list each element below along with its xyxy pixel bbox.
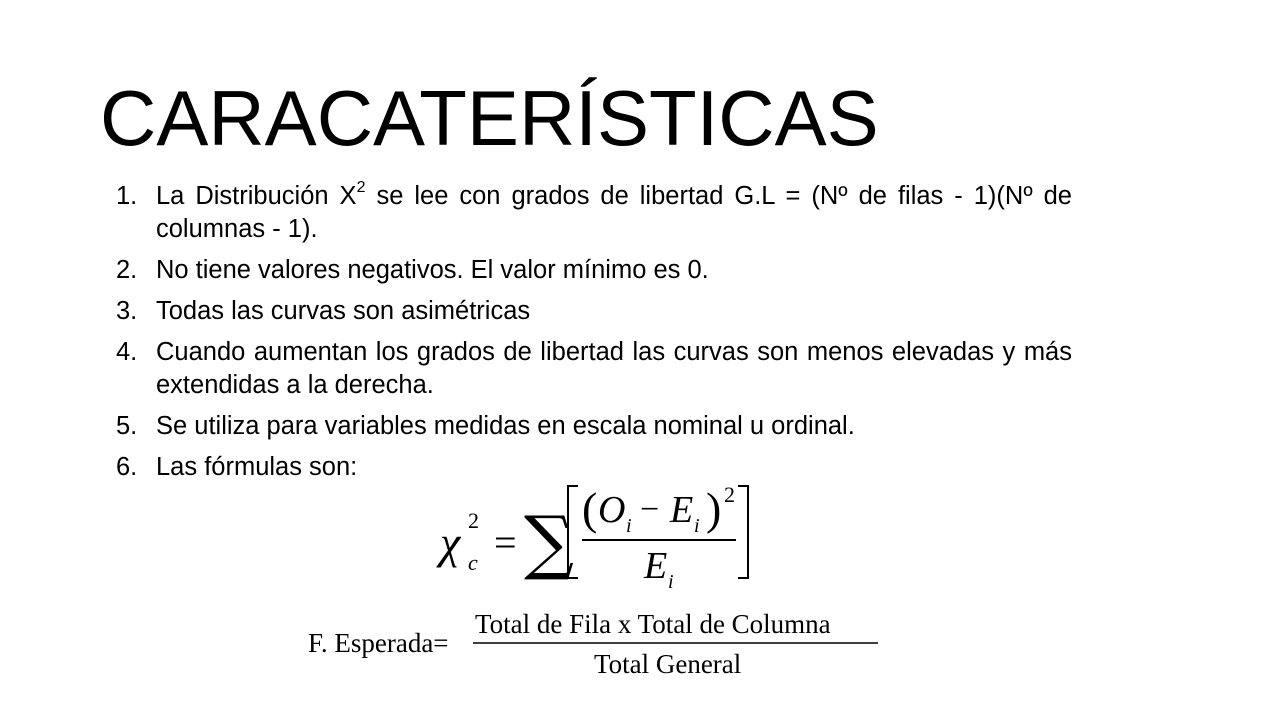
open-paren: ( [582, 483, 598, 534]
summation-symbol: ∑ [524, 501, 574, 583]
expected-frequency-formula [306, 605, 886, 685]
list-item-number: 6. [116, 453, 138, 481]
list-item-text: Todas las curvas son asimétricas [156, 297, 531, 325]
list-item-text: Se utiliza para variables medidas en escala nominal u ordinal. [156, 412, 855, 440]
expected-E: E [670, 489, 694, 531]
list-item-4 [112, 336, 1072, 402]
observed-subscript-i: i [626, 515, 632, 537]
list-item-text-continued: se lee con grados de libertad G.L = (Nº de filas - 1)(Nº de columnas - 1). [156, 182, 1072, 243]
close-paren: ) [706, 483, 722, 534]
characteristics-list [112, 180, 1072, 492]
list-item-text: No tiene valores negativos. El valor mínimo es 0. [156, 256, 709, 284]
chi-symbol: χ [440, 517, 461, 568]
denominator-subscript-i: i [668, 571, 674, 592]
minus-sign: − [640, 491, 660, 528]
slide-title: CARACATERÍSTICAS [100, 74, 879, 162]
list-item-number: 2. [116, 256, 138, 284]
denominator-E: E [644, 545, 668, 587]
list-item-number: 5. [116, 412, 138, 440]
list-item-number: 1. [116, 182, 138, 210]
expected-frequency-label: F. Esperada= [308, 628, 449, 658]
equals-sign: = [494, 520, 517, 565]
list-item-3 [112, 295, 1072, 328]
observed-O: O [598, 489, 626, 531]
expected-frequency-denominator: Total General [594, 649, 742, 679]
list-item-number: 4. [116, 338, 138, 366]
paren-superscript-2: 2 [724, 482, 735, 507]
chi-square-formula [436, 478, 756, 592]
chi-superscript: 2 [468, 508, 479, 533]
list-item-5 [112, 410, 1072, 443]
list-item-text: La Distribución X [156, 182, 357, 210]
list-item-number: 3. [116, 297, 138, 325]
expected-frequency-numerator: Total de Fila x Total de Columna [475, 609, 831, 639]
list-item-text: Las fórmulas son: [156, 453, 358, 481]
chi-subscript-c: c [468, 550, 478, 575]
list-item-text: Cuando aumentan los grados de libertad las curvas son menos elevadas y más extendidas a la derecha. [156, 338, 1072, 399]
list-item-1 [112, 180, 1072, 246]
expected-subscript-i: i [694, 515, 700, 537]
superscript-2: 2 [356, 178, 366, 196]
list-item-2 [112, 254, 1072, 287]
